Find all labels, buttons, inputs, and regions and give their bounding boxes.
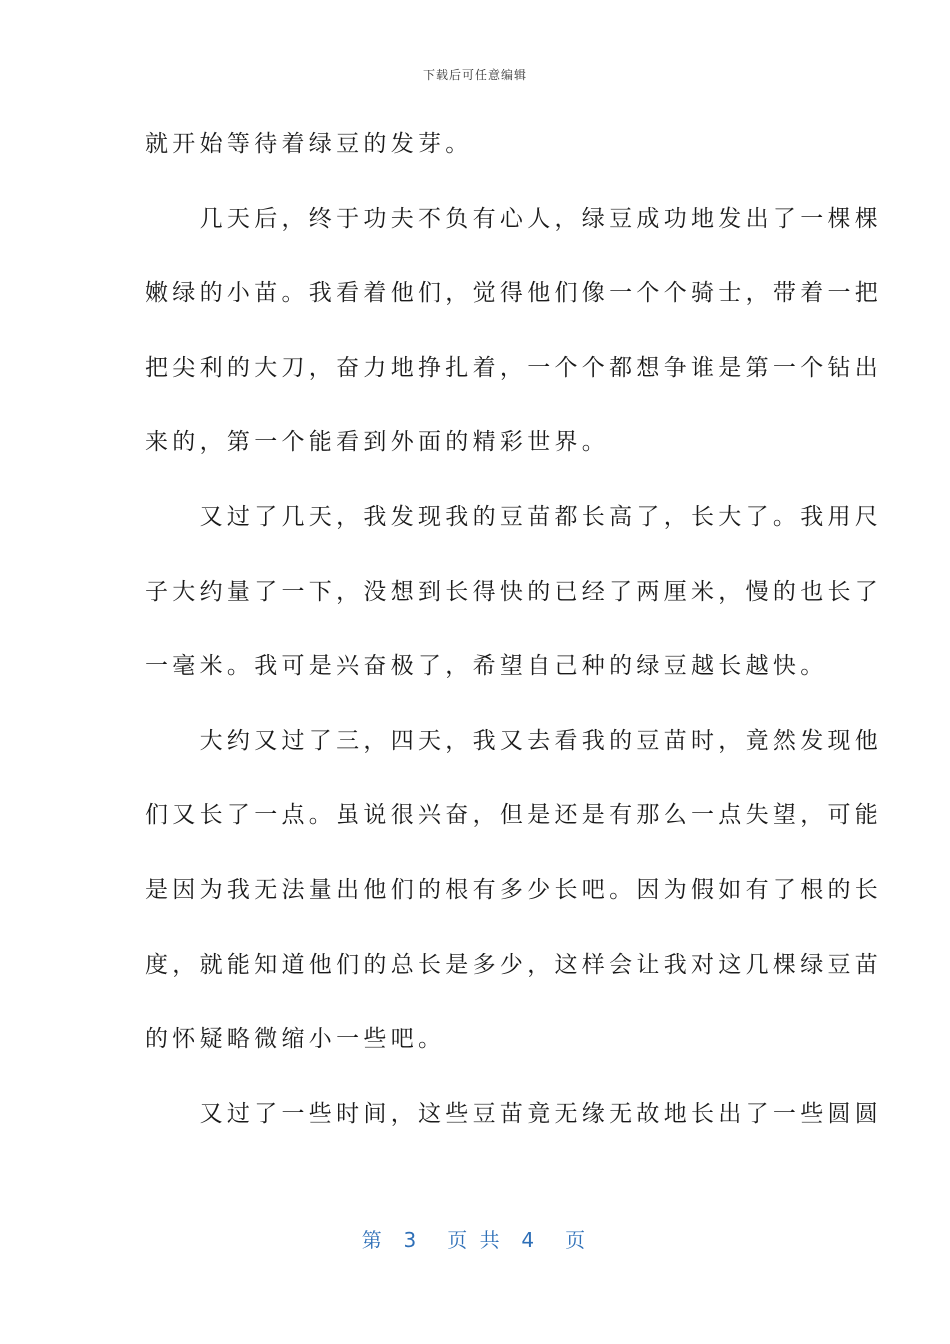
text-line: 嫩绿的小苗。我看着他们，觉得他们像一个个骑士，带着一把 — [145, 280, 883, 307]
text-line: 度，就能知道他们的总长是多少，这样会让我对这几棵绿豆苗 — [145, 951, 883, 978]
text-line: 大约又过了三，四天，我又去看我的豆苗时，竟然发现他 — [145, 727, 883, 754]
page-header-note: 下载后可任意编辑 — [422, 68, 527, 82]
text-line: 们又长了一点。虽说很兴奋，但是还是有那么一点失望，可能 — [145, 802, 883, 829]
text-line: 把尖利的大刀，奋力地挣扎着，一个个都想争谁是第一个钻出 — [145, 354, 883, 381]
text-line: 又过了几天，我发现我的豆苗都长高了，长大了。我用尺 — [145, 503, 883, 530]
text-line: 子大约量了一下，没想到长得快的已经了两厘米，慢的也长了 — [145, 578, 883, 605]
page-number-footer — [0, 1224, 950, 1253]
text-line: 来的，第一个能看到外面的精彩世界。 — [145, 429, 610, 456]
text-line: 又过了一些时间，这些豆苗竟无缘无故地长出了一些圆圆 — [145, 1100, 883, 1127]
text-line: 是因为我无法量出他们的根有多少长吧。因为假如有了根的长 — [145, 876, 883, 903]
text-line: 的怀疑略微缩小一些吧。 — [145, 1026, 446, 1053]
text-line: 一毫米。我可是兴奋极了，希望自己种的绿豆越长越快。 — [145, 653, 828, 680]
text-line: 就开始等待着绿豆的发芽。 — [145, 131, 473, 157]
document-body — [145, 112, 883, 1156]
page-number-text: 第 3 页 共 4 页 — [361, 1228, 589, 1252]
text-line: 几天后，终于功夫不负有心人，绿豆成功地发出了一棵棵 — [145, 205, 883, 232]
